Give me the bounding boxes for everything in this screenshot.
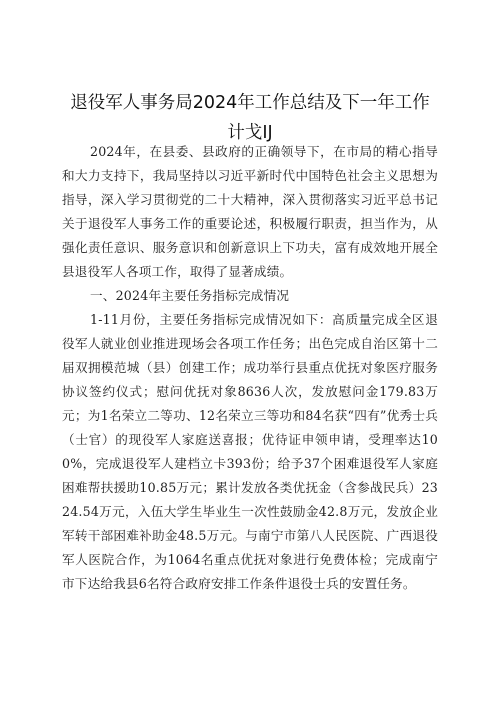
- section-heading: 一、2024年主要任务指标完成情况: [90, 288, 290, 303]
- section-body-paragraph: 1-11月份，主要任务指标完成情况如下：高质量完成全区退役军人就业创业推进现场会各项工作任务；出色完成自治区第十二届双拥模范城（县）创建工作；成功举行县重点优抚对象医疗服务协议签约仪式；慰问优抚对象8636人次，发放慰问金179.83万元；为1名荣立二等功、12名荣立三等功和84名获“四有”优秀士兵（士官）的现役军人家庭送喜报；优待证申领申请，受理率达100%，完成退役军人建档立卡393份；给予37个困难退役军人家庭困难帮扶援助10.85万元；累计发放各类优抚金（含参战民兵）2324.54万元，入伍大学生毕业生一次性鼓励金42.8万元，发放企业军转干部困难补助金48.5万元。与南宁市第八人民医院、广西退役军人医院合作，为1064名重点优抚对象进行免费体检；完成南宁市下达给我县6名符合政府安排工作条件退役士兵的安置任务。: [62, 312, 438, 591]
- document-title: 退役军人事务局2024年工作总结及下一年工作计戈IJ: [70, 93, 430, 143]
- intro-paragraph: 2024年，在县委、县政府的正确领导下，在市局的精心指导和大力支持下，我局坚持以习近平新时代中国特色社会主义思想为指导，深入学习贯彻党的二十大精神，深入贯彻落实习近平总书记关于退役军人事务工作的重要论述，积极履行职责，担当作为，从强化责任意识、服务意识和创新意识上下功夫，富有成效地开展全县退役军人各项工作，取得了显著成绩。: [62, 144, 438, 279]
